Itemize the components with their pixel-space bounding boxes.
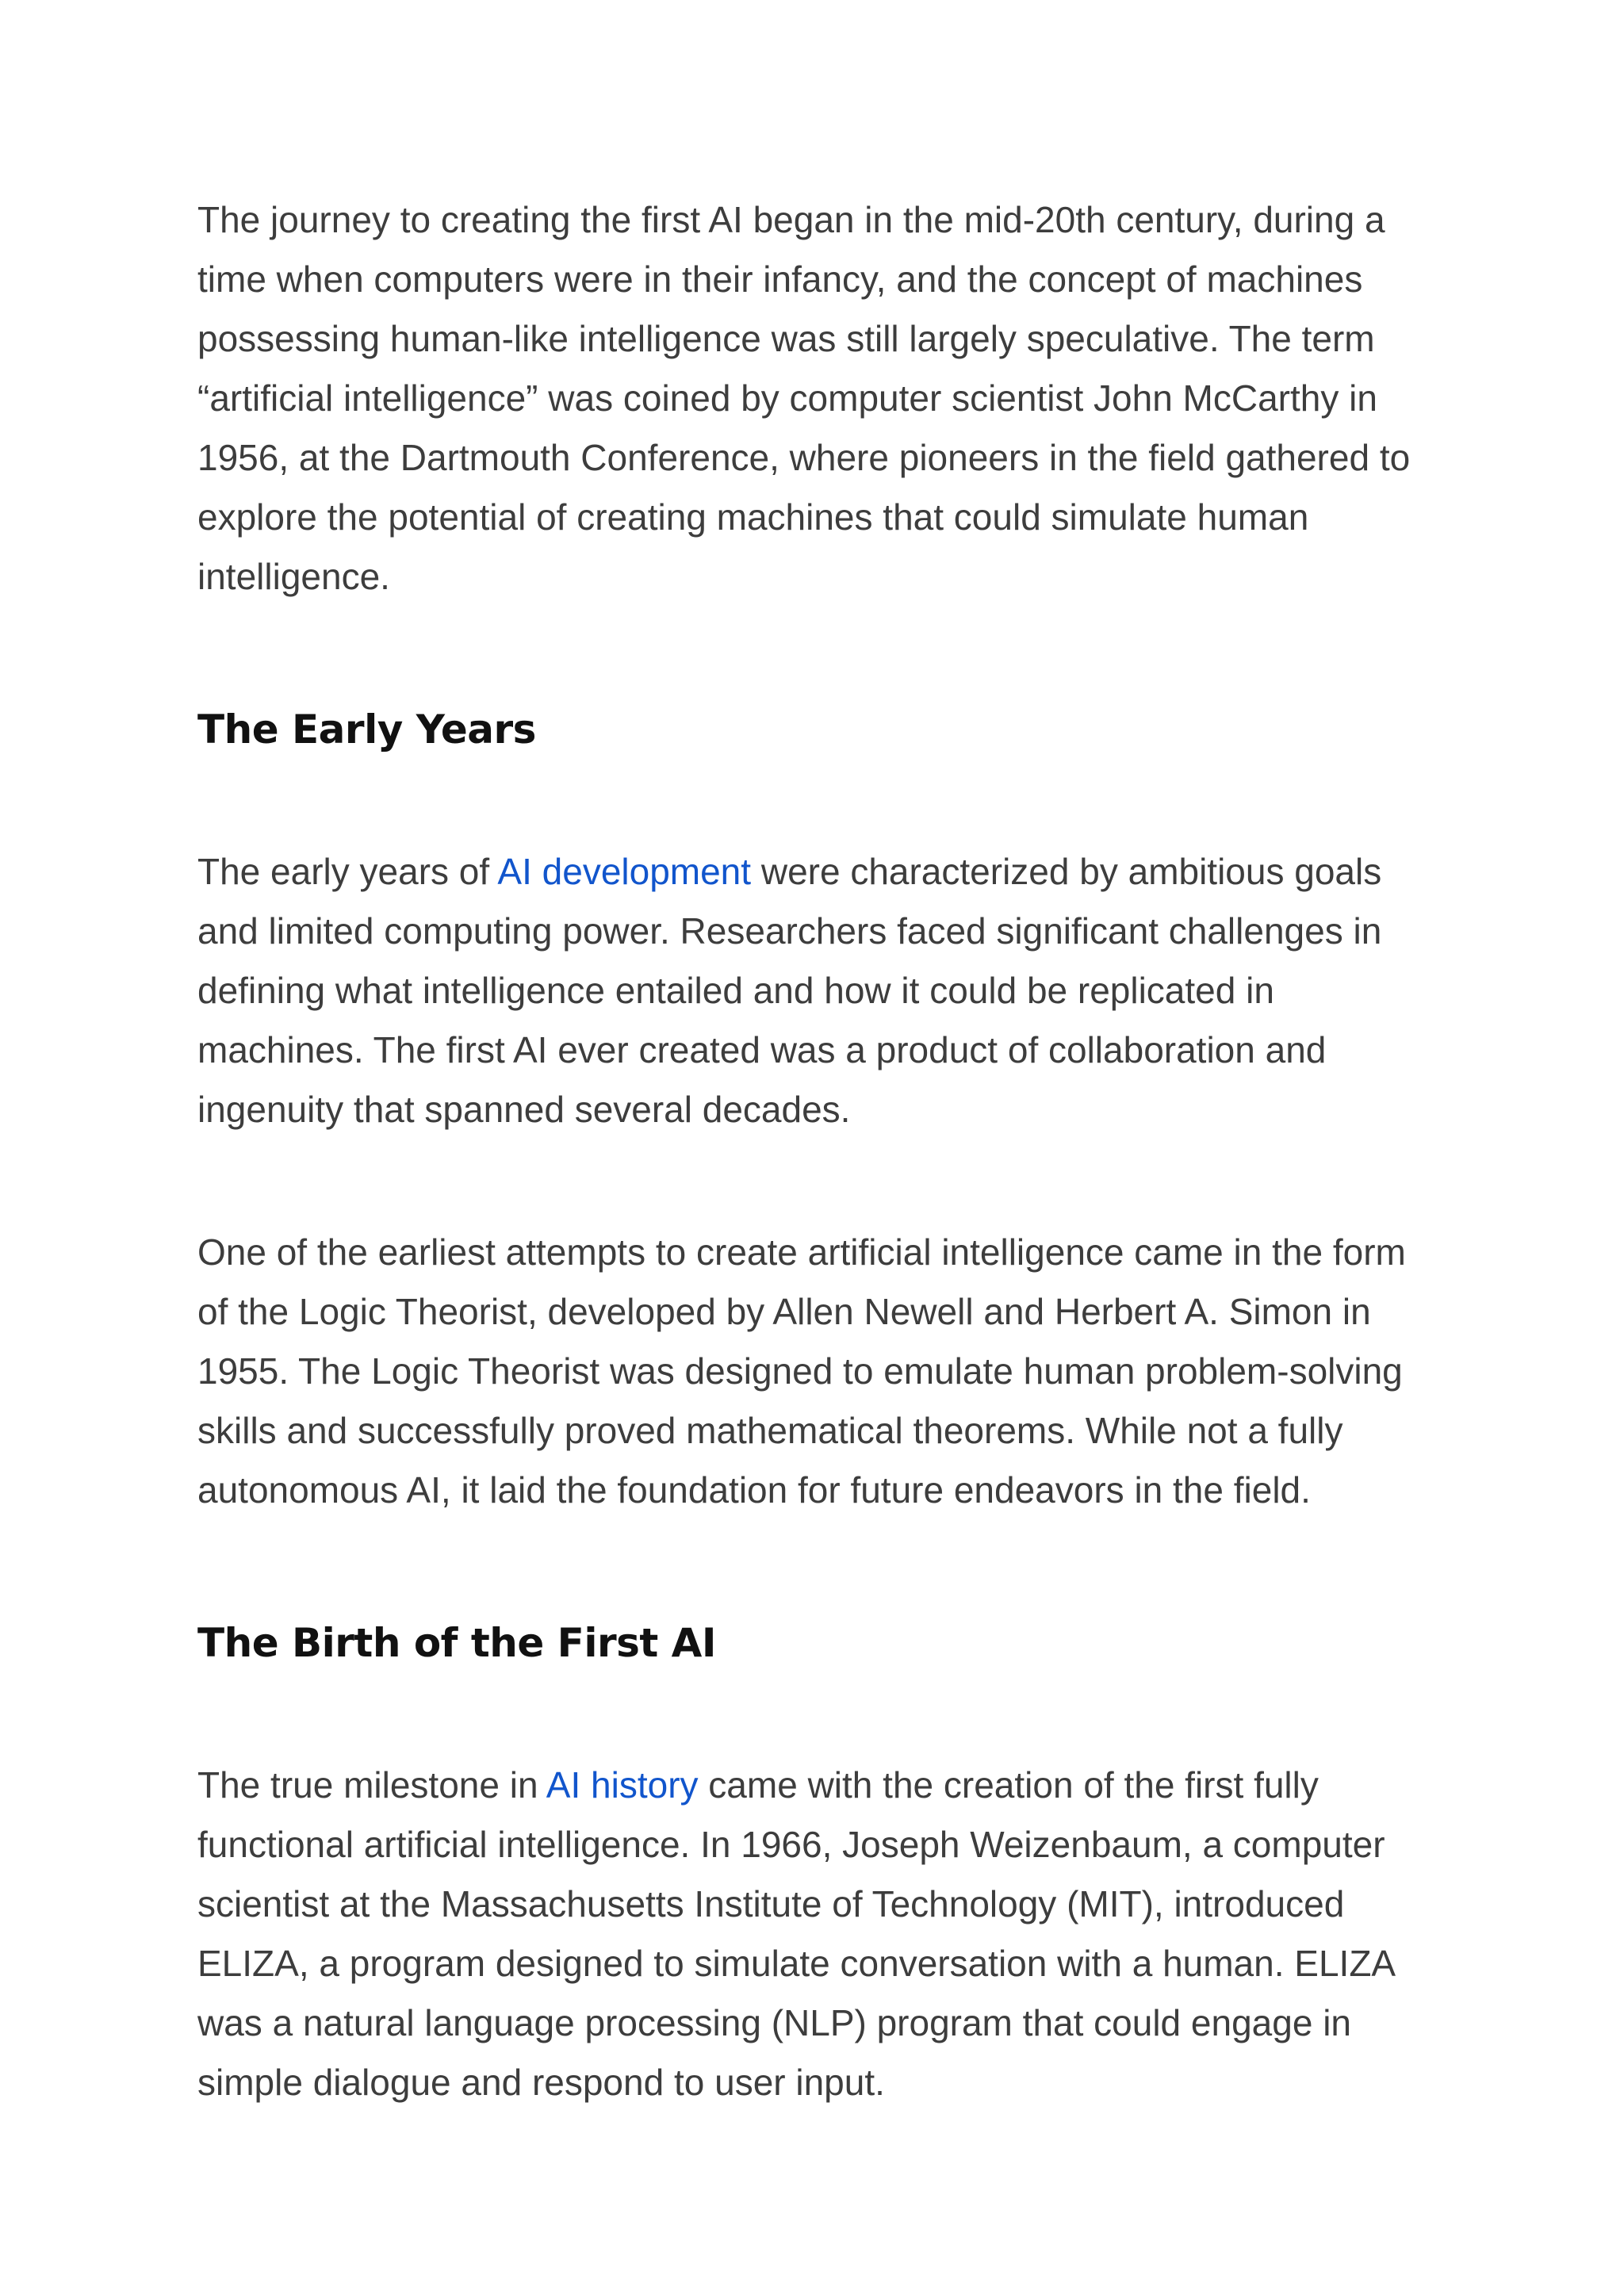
ai-development-link[interactable]: AI development	[497, 851, 752, 892]
birth-paragraph-1	[197, 1756, 1442, 2112]
early-years-p1-text-after: were characterized by ambitious goals and limited computing power. Researchers faced significant challenges in defining what intelligence entailed and how it could be replicated in machines. The first AI ever created was a product of collaboration and ingenuity that spanned several decades.	[197, 851, 1382, 1130]
section-heading-early-years: The Early Years	[197, 707, 536, 753]
early-years-p2-text: One of the earliest attempts to create artificial intelligence came in the form of the Logic Theorist, developed by Allen Newell and Herbert A. Simon in 1955. The Logic Theorist was designed to emulate human problem-solving skills and successfully proved mathematical theorems. While not a fully autonomous AI, it laid the foundation for future endeavors in the field.	[197, 1231, 1406, 1511]
early-years-paragraph-1	[197, 842, 1442, 1139]
article-body	[197, 190, 1442, 2112]
intro-text: The journey to creating the first AI began in the mid-20th century, during a time when computers were in their infancy, and the concept of machines possessing human-like intelligence was still largely speculative. The term “artificial intelligence” was coined by computer scientist John McCarthy in 1956, at the Dartmouth Conference, where pioneers in the field gathered to explore the potential of creating machines that could simulate human intelligence.	[197, 199, 1411, 597]
birth-p1-text-after: came with the creation of the first fully functional artificial intelligence. In 1966, Joseph Weizenbaum, a computer scientist at the Massachusetts Institute of Technology (MIT), introduced ELIZA, a program designed to simulate conversation with a human. ELIZA was a natural language processing (NLP) program that could engage in simple dialogue and respond to user input.	[197, 1764, 1394, 2103]
intro-paragraph	[197, 190, 1442, 607]
ai-history-link[interactable]: AI history	[546, 1764, 699, 1806]
birth-p1-text-before: The true milestone in	[197, 1764, 546, 1806]
early-years-p1-text-before: The early years of	[197, 851, 498, 892]
section-heading-birth-of-first-ai: The Birth of the First AI	[197, 1620, 716, 1666]
early-years-paragraph-2	[197, 1223, 1442, 1520]
